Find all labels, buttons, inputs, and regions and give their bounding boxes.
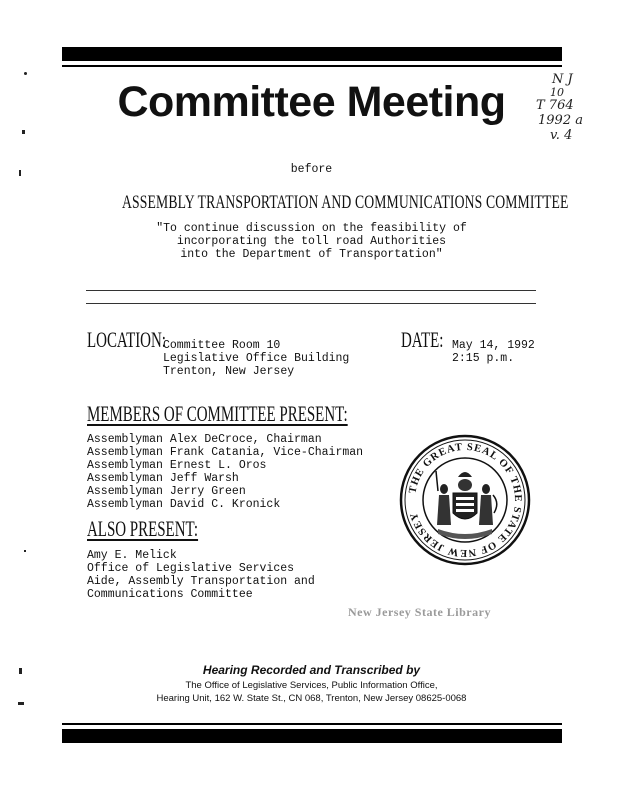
top-thick-rule	[62, 47, 562, 61]
state-seal-icon	[398, 433, 532, 567]
scan-speck	[24, 550, 26, 552]
date-line: May 14, 1992	[452, 339, 535, 352]
date-label: DATE:	[401, 327, 444, 352]
before-label: before	[290, 163, 333, 176]
scan-speck	[19, 668, 22, 674]
also-present-line: Amy E. Melick	[87, 549, 177, 562]
member-item: Assemblyman Jerry Green	[87, 485, 246, 498]
members-list	[87, 433, 363, 511]
time-line: 2:15 p.m.	[452, 352, 515, 365]
handwritten-line: 10	[550, 86, 564, 99]
page-title: Committee Meeting	[117, 78, 506, 126]
committee-name: ASSEMBLY TRANSPORTATION AND COMMUNICATIONS COMMITTEE	[122, 192, 569, 213]
member-item: Assemblyman Ernest L. Oros	[87, 459, 267, 472]
members-heading: MEMBERS OF COMMITTEE PRESENT:	[87, 401, 348, 426]
location-label: LOCATION:	[87, 327, 166, 352]
footer-title: Hearing Recorded and Transcribed by	[202, 663, 421, 677]
member-item: Assemblyman David C. Kronick	[87, 498, 281, 511]
separator-rule	[86, 303, 536, 304]
scan-speck	[18, 702, 24, 705]
also-present-line: Communications Committee	[87, 588, 253, 601]
handwritten-line: T 764	[536, 98, 574, 113]
also-present-line: Aide, Assembly Transportation and	[87, 575, 315, 588]
location-details	[163, 339, 349, 378]
location-line: Legislative Office Building	[163, 352, 350, 365]
also-present-line: Office of Legislative Services	[87, 562, 295, 575]
footer-line-2: Hearing Unit, 162 W. State St., CN 068, Trenton, New Jersey 08625-0068	[156, 693, 467, 704]
location-line: Committee Room 10	[163, 339, 281, 352]
handwritten-line: v. 4	[550, 128, 573, 143]
library-stamp: New Jersey State Library	[348, 605, 491, 619]
handwritten-note	[538, 72, 618, 143]
also-present-heading: ALSO PRESENT:	[87, 516, 199, 541]
scan-speck	[19, 170, 21, 176]
member-item: Assemblyman Alex DeCroce, Chairman	[87, 433, 322, 446]
top-thin-rule	[62, 65, 562, 67]
scan-speck	[22, 130, 25, 134]
handwritten-line: N J	[552, 72, 573, 87]
footer-line-1: The Office of Legislative Services, Public Information Office,	[185, 680, 438, 691]
member-item: Assemblyman Jeff Warsh	[87, 472, 239, 485]
member-item: Assemblyman Frank Catania, Vice-Chairman	[87, 446, 364, 459]
svg-text:THE GREAT SEAL OF THE STATE OF: THE GREAT SEAL OF THE STATE OF NEW JERSEY	[407, 441, 524, 559]
bottom-thin-rule	[62, 723, 562, 725]
hearing-purpose: "To continue discussion on the feasibility of incorporating the toll road Authorities into the Department of Transportation"	[156, 222, 467, 261]
date-details	[452, 339, 535, 365]
separator-rule	[86, 290, 536, 291]
handwritten-line: 1992 a	[538, 113, 583, 128]
bottom-thick-rule	[62, 729, 562, 743]
scan-speck	[24, 72, 27, 75]
location-line: Trenton, New Jersey	[163, 365, 295, 378]
also-present-list	[87, 549, 315, 601]
